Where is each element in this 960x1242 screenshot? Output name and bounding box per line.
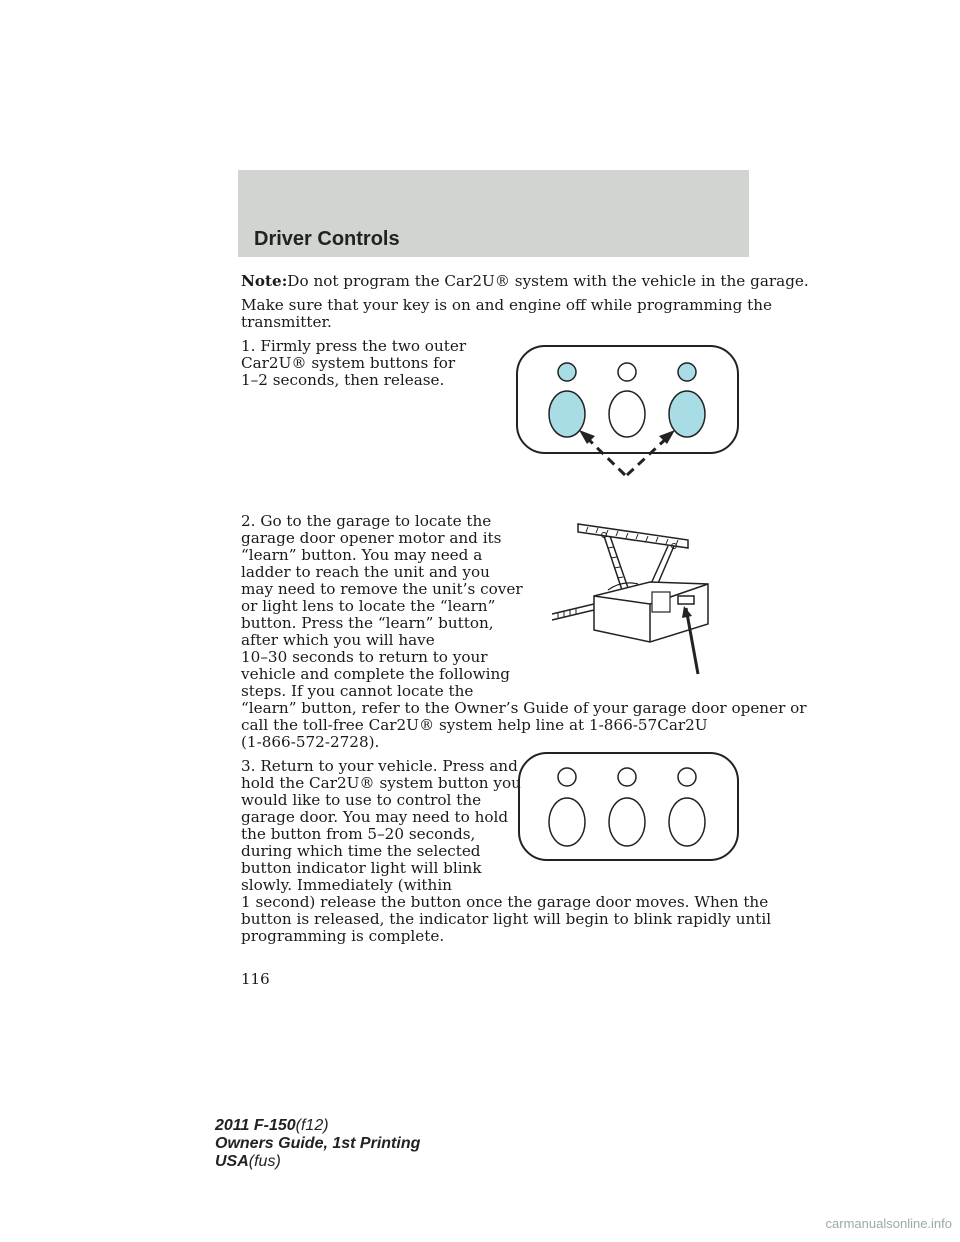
step-2-line: (1-866-572-2728).	[241, 733, 380, 751]
garage-door-opener-figure	[548, 518, 748, 678]
step-2-line: after which you will have	[241, 631, 435, 649]
indicator-light-left	[558, 768, 576, 786]
intro-line-2: transmitter.	[241, 313, 332, 331]
button-panel-outer-press-figure	[515, 344, 741, 480]
footer-market: USA	[215, 1153, 249, 1170]
indicator-light-right	[678, 363, 696, 381]
step-3-line: during which time the selected	[241, 842, 481, 860]
button-left	[549, 391, 585, 437]
footer-line-1	[215, 1117, 420, 1135]
step-2-line: may need to remove the unit’s cover	[241, 580, 523, 598]
intro-line-1: Make sure that your key is on and engine off while programming the	[241, 296, 772, 314]
step-2-line: vehicle and complete the following	[241, 665, 510, 683]
step-2-line: “learn” button. You may need a	[241, 546, 483, 564]
step-2-line: button. Press the “learn” button,	[241, 614, 494, 632]
footer-market-code: (fus)	[248, 1153, 281, 1170]
footer-model-code: (f12)	[295, 1117, 329, 1134]
note-text: Do not program the Car2U® system with the vehicle in the garage.	[287, 272, 809, 290]
step-3-line: the button from 5–20 seconds,	[241, 825, 476, 843]
indicator-light-left	[558, 363, 576, 381]
button-panel-figure	[517, 751, 741, 863]
page-number: 116	[241, 970, 270, 988]
step-1-line: 1. Firmly press the two outer	[241, 337, 467, 355]
watermark: carmanualsonline.info	[825, 1216, 952, 1231]
light-lens	[652, 592, 670, 612]
section-header	[238, 170, 749, 257]
step-3-line: would like to use to control the	[241, 791, 482, 809]
step-2-line: steps. If you cannot locate the	[241, 682, 474, 700]
learn-button	[678, 596, 694, 604]
indicator-light-center	[618, 768, 636, 786]
step-2-line: ladder to reach the unit and you	[241, 563, 490, 581]
step-2-line: 10–30 seconds to return to your	[241, 648, 488, 666]
button-center	[609, 798, 645, 846]
print-footer	[215, 1117, 420, 1171]
step-3-line: 3. Return to your vehicle. Press and	[241, 757, 518, 775]
section-title: Driver Controls	[254, 228, 400, 250]
step-1-line: Car2U® system buttons for	[241, 354, 456, 372]
hanger-left	[604, 536, 628, 590]
press-dashed-arrows	[585, 436, 669, 475]
step-2-line: garage door opener motor and its	[241, 529, 502, 547]
note-label: Note:	[241, 272, 288, 290]
footer-line-2: Owners Guide, 1st Printing	[215, 1135, 421, 1152]
step-3-line: 1 second) release the button once the garage door moves. When the	[241, 893, 769, 911]
step-3-line: hold the Car2U® system button you	[241, 774, 521, 792]
footer-model: 2011 F-150	[215, 1117, 296, 1134]
step-1-line: 1–2 seconds, then release.	[241, 371, 445, 389]
indicator-light-center	[618, 363, 636, 381]
indicator-light-right	[678, 768, 696, 786]
note-paragraph	[241, 273, 809, 290]
step-2-line: 2. Go to the garage to locate the	[241, 512, 492, 530]
button-right	[669, 391, 705, 437]
footer-line-3	[215, 1153, 420, 1171]
step-2-line: call the toll-free Car2U® system help line at 1-866-57Car2U	[241, 716, 708, 734]
step-3-line: programming is complete.	[241, 927, 445, 945]
step-2-line: “learn” button, refer to the Owner’s Guide of your garage door opener or	[241, 699, 807, 717]
step-3-line: button indicator light will blink	[241, 859, 482, 877]
step-3-line: slowly. Immediately (within	[241, 876, 452, 894]
step-3-line: garage door. You may need to hold	[241, 808, 509, 826]
button-center	[609, 391, 645, 437]
step-2-line: or light lens to locate the “learn”	[241, 597, 496, 615]
button-right	[669, 798, 705, 846]
step-3-line: button is released, the indicator light will begin to blink rapidly until	[241, 910, 772, 928]
button-left	[549, 798, 585, 846]
